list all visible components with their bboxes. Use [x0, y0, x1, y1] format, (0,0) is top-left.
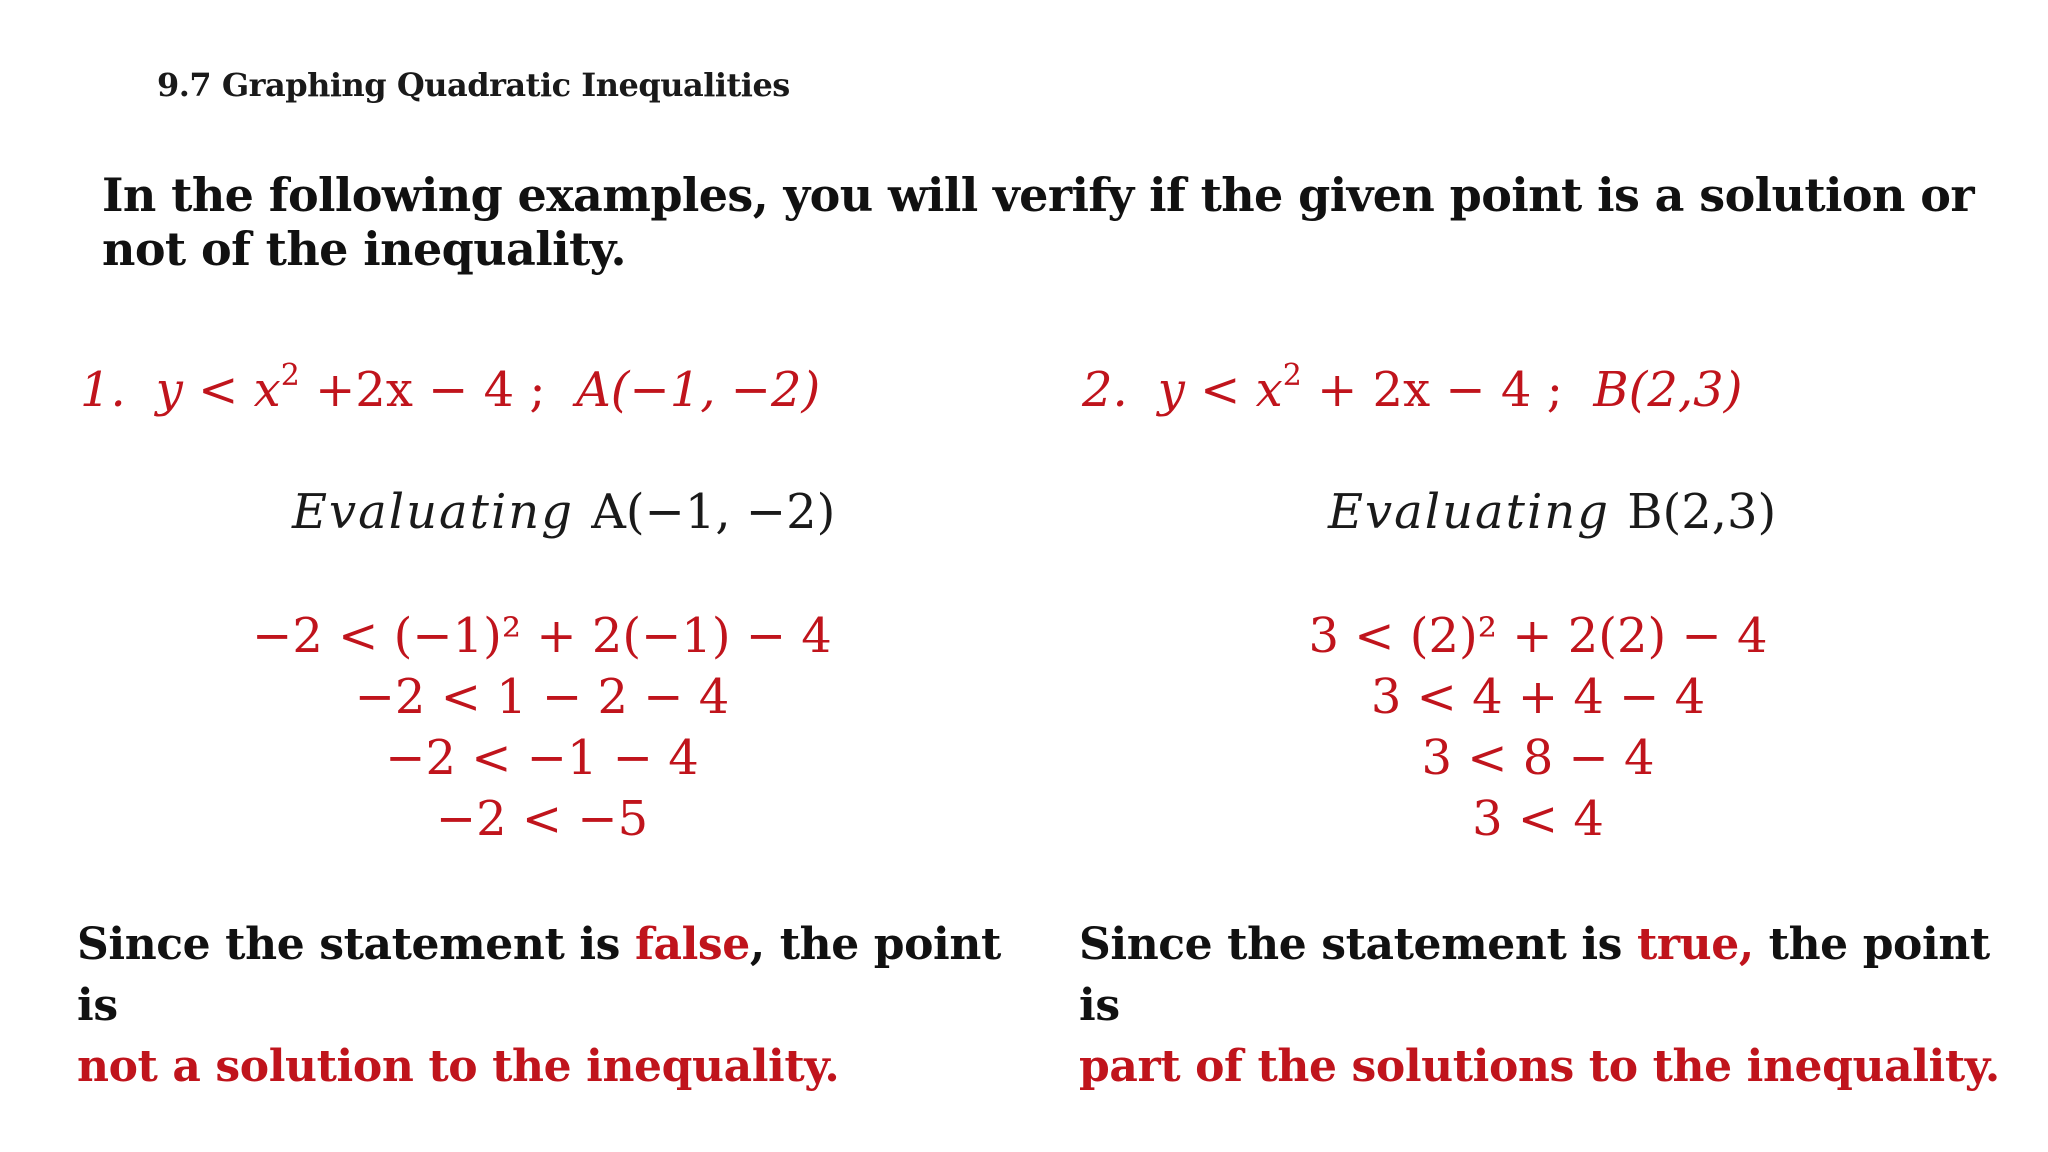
example-2-exponent: 2	[1282, 358, 1302, 393]
example-1-evaluating-word: Evaluating	[292, 484, 574, 540]
example-2-number: 2.	[1082, 362, 1128, 418]
example-1-conclusion-part1: Since the statement is	[77, 919, 635, 970]
example-1-conclusion	[77, 914, 1037, 1097]
example-1-title	[80, 358, 821, 418]
example-1-steps	[182, 606, 902, 850]
example-1-conclusion-part2: , the point is	[77, 919, 1001, 1031]
example-2-evaluating-point: B(2,3)	[1627, 484, 1777, 540]
example-2-evaluating-word: Evaluating	[1328, 484, 1610, 540]
example-1-inequality-lhs: y < x	[155, 362, 281, 418]
example-2-conclusion-keyword: true,	[1636, 919, 1754, 970]
intro-text: In the following examples, you will verify if the given point is a solution or not of the inequality.	[102, 168, 1974, 276]
example-1-number: 1.	[80, 362, 126, 418]
example-1-step: −2 < 1 − 2 − 4	[354, 669, 730, 725]
example-2-conclusion-line2: part of the solutions to the inequality.	[1079, 1041, 2000, 1092]
example-2-conclusion	[1079, 914, 2039, 1097]
example-1-evaluating	[292, 484, 835, 540]
example-2-evaluating	[1328, 484, 1776, 540]
example-1-exponent: 2	[280, 358, 300, 393]
example-1-conclusion-keyword: false	[634, 919, 750, 970]
example-1-inequality-rhs: +2x − 4 ;	[299, 362, 546, 418]
example-2-step: 3 < 8 − 4	[1421, 730, 1655, 786]
example-2-conclusion-part1: Since the statement is	[1079, 919, 1637, 970]
example-1-evaluating-point: A(−1, −2)	[591, 484, 836, 540]
example-1-step: −2 < −1 − 4	[385, 730, 699, 786]
example-2-title	[1082, 358, 1743, 418]
example-2-inequality-rhs: + 2x − 4 ;	[1301, 362, 1563, 418]
example-2-conclusion-part2: the point is	[1079, 919, 1990, 1031]
example-1-conclusion-line2: not a solution to the inequality.	[77, 1041, 840, 1092]
example-2-point: B(2,3)	[1593, 362, 1743, 418]
example-2-step: 3 < 4	[1472, 791, 1604, 847]
example-1-step: −2 < −5	[435, 791, 649, 847]
example-2-steps	[1178, 606, 1898, 850]
example-2-inequality-lhs: y < x	[1157, 362, 1283, 418]
example-2-step: 3 < 4 + 4 − 4	[1370, 669, 1706, 725]
section-title: 9.7 Graphing Quadratic Inequalities	[157, 66, 790, 104]
example-2-step: 3 < (2)² + 2(2) − 4	[1308, 608, 1768, 664]
example-1-point: A(−1, −2)	[576, 362, 821, 418]
example-1-step: −2 < (−1)² + 2(−1) − 4	[252, 608, 832, 664]
